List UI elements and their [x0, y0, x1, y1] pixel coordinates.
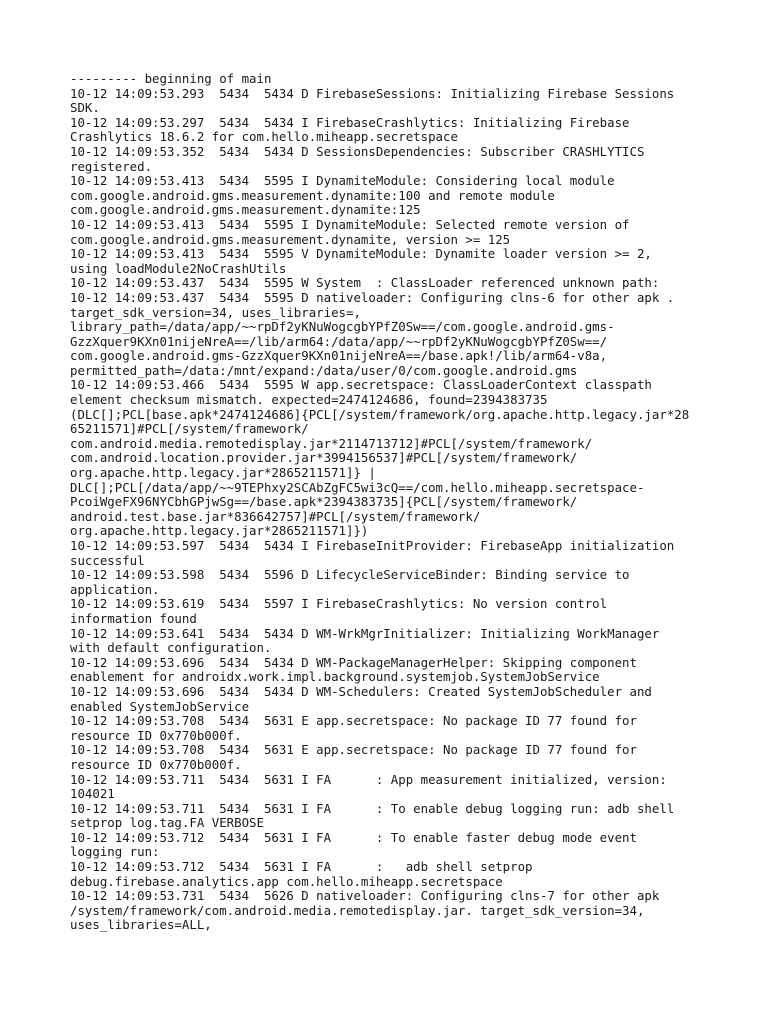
log-line: application. [70, 581, 160, 597]
log-line: 10-12 14:09:53.413 5434 5595 I DynamiteModule: Selected remote version of [70, 216, 630, 232]
log-line: 10-12 14:09:53.641 5434 5434 D WM-WrkMgrInitializer: Initializing WorkManager [70, 625, 660, 641]
log-line: permitted_path=/data:/mnt/expand:/data/user/0/com.google.android.gms [70, 362, 578, 378]
log-line: GzzXquer9KXn01nijeNreA==/lib/arm64:/data/app/~~rpDf2yKNuWogcgbYPfZ0Sw==/ [70, 333, 608, 349]
log-line: enabled SystemJobService [70, 698, 250, 714]
log-line: library_path=/data/app/~~rpDf2yKNuWogcgbYPfZ0Sw==/com.google.android.gms- [70, 319, 615, 335]
log-line: 10-12 14:09:53.711 5434 5631 I FA : App measurement initialized, version: [70, 771, 667, 787]
log-line: com.google.android.gms.measurement.dynamite:125 [70, 202, 421, 218]
log-line: 10-12 14:09:53.711 5434 5631 I FA : To enable debug logging run: adb shell [70, 800, 675, 816]
log-line: Crashlytics 18.6.2 for com.hello.miheapp.secretspace [70, 129, 458, 145]
log-line: 10-12 14:09:53.413 5434 5595 I DynamiteModule: Considering local module [70, 173, 615, 189]
log-line: 10-12 14:09:53.598 5434 5596 D LifecycleServiceBinder: Binding service to [70, 567, 630, 583]
log-line: 10-12 14:09:53.708 5434 5631 E app.secretspace: No package ID 77 found for [70, 713, 637, 729]
log-line: logging run: [70, 844, 160, 860]
log-line: org.apache.http.legacy.jar*2865211571]} | [70, 465, 376, 481]
log-line: com.google.android.gms.measurement.dynamite:100 and remote module [70, 187, 555, 203]
log-line: org.apache.http.legacy.jar*2865211571]}) [70, 523, 369, 539]
log-line: registered. [70, 158, 153, 174]
log-line: 10-12 14:09:53.466 5434 5595 W app.secretspace: ClassLoaderContext classpath [70, 377, 652, 393]
log-line: 104021 [70, 786, 115, 802]
log-line: 10-12 14:09:53.413 5434 5595 V DynamiteModule: Dynamite loader version >= 2, [70, 246, 652, 262]
log-line: SDK. [70, 100, 100, 116]
log-line: debug.firebase.analytics.app com.hello.miheapp.secretspace [70, 873, 503, 889]
log-line: target_sdk_version=34, uses_libraries=, [70, 304, 361, 320]
log-line: 10-12 14:09:53.708 5434 5631 E app.secretspace: No package ID 77 found for [70, 742, 637, 758]
log-line: 10-12 14:09:53.712 5434 5631 I FA : To enable faster debug mode event [70, 829, 637, 845]
log-line: 10-12 14:09:53.293 5434 5434 D FirebaseSessions: Initializing Firebase Sessions [70, 85, 675, 101]
log-line: /system/framework/com.android.media.remotedisplay.jar. target_sdk_version=34, [70, 902, 645, 918]
log-line: 10-12 14:09:53.437 5434 5595 D nativeloader: Configuring clns-6 for other apk . [70, 289, 675, 305]
log-line: 10-12 14:09:53.352 5434 5434 D SessionsDependencies: Subscriber CRASHLYTICS [70, 143, 645, 159]
log-line: 10-12 14:09:53.731 5434 5626 D nativeloader: Configuring clns-7 for other apk [70, 888, 660, 904]
log-line: --------- beginning of main [70, 71, 272, 86]
log-line: com.android.location.provider.jar*3994156537]#PCL[/system/framework/ [70, 450, 578, 466]
log-line: com.google.android.gms.measurement.dynamite, version >= 125 [70, 231, 511, 247]
log-line: 10-12 14:09:53.696 5434 5434 D WM-Schedulers: Created SystemJobScheduler and [70, 683, 652, 699]
log-line: setprop log.tag.FA VERBOSE [70, 815, 264, 831]
log-line: 10-12 14:09:53.297 5434 5434 I FirebaseCrashlytics: Initializing Firebase [70, 114, 630, 130]
log-line: 10-12 14:09:53.437 5434 5595 W System : ClassLoader referenced unknown path: [70, 275, 660, 291]
log-line: 10-12 14:09:53.597 5434 5434 I FirebaseInitProvider: FirebaseApp initialization [70, 538, 675, 553]
log-line: element checksum mismatch. expected=2474124686, found=2394383735 [70, 392, 548, 408]
log-line: (DLC[];PCL[base.apk*2474124686]{PCL[/system/framework/org.apache.http.legacy.jar*28 [70, 406, 690, 422]
logcat-text-block [70, 72, 700, 933]
log-line: 65211571]#PCL[/system/framework/ [70, 421, 309, 437]
log-line: com.google.android.gms-GzzXquer9KXn01nijeNreA==/base.apk!/lib/arm64-v8a, [70, 348, 608, 364]
log-line: successful [70, 552, 145, 568]
log-line: 10-12 14:09:53.712 5434 5631 I FA : adb shell setprop [70, 859, 533, 875]
log-line: resource ID 0x770b000f. [70, 756, 242, 772]
log-line: android.test.base.jar*836642757]#PCL[/system/framework/ [70, 508, 481, 524]
log-line: with default configuration. [70, 640, 272, 656]
log-line: information found [70, 610, 197, 626]
log-line: resource ID 0x770b000f. [70, 727, 242, 743]
log-line: DLC[];PCL[/data/app/~~9TEPhxy2SCAbZgFC5wi3cQ==/com.hello.miheapp.secretspace- [70, 479, 645, 495]
log-line: PcoiWgeFX96NYCbhGPjwSg==/base.apk*2394383735]{PCL[/system/framework/ [70, 494, 578, 510]
log-line: enablement for androidx.work.impl.background.systemjob.SystemJobService [70, 669, 600, 685]
log-line: using loadModule2NoCrashUtils [70, 260, 287, 276]
log-line: 10-12 14:09:53.619 5434 5597 I FirebaseCrashlytics: No version control [70, 596, 608, 612]
log-line: 10-12 14:09:53.696 5434 5434 D WM-PackageManagerHelper: Skipping component [70, 654, 637, 670]
log-line: com.android.media.remotedisplay.jar*2114713712]#PCL[/system/framework/ [70, 435, 593, 451]
log-line: uses_libraries=ALL, [70, 917, 212, 933]
